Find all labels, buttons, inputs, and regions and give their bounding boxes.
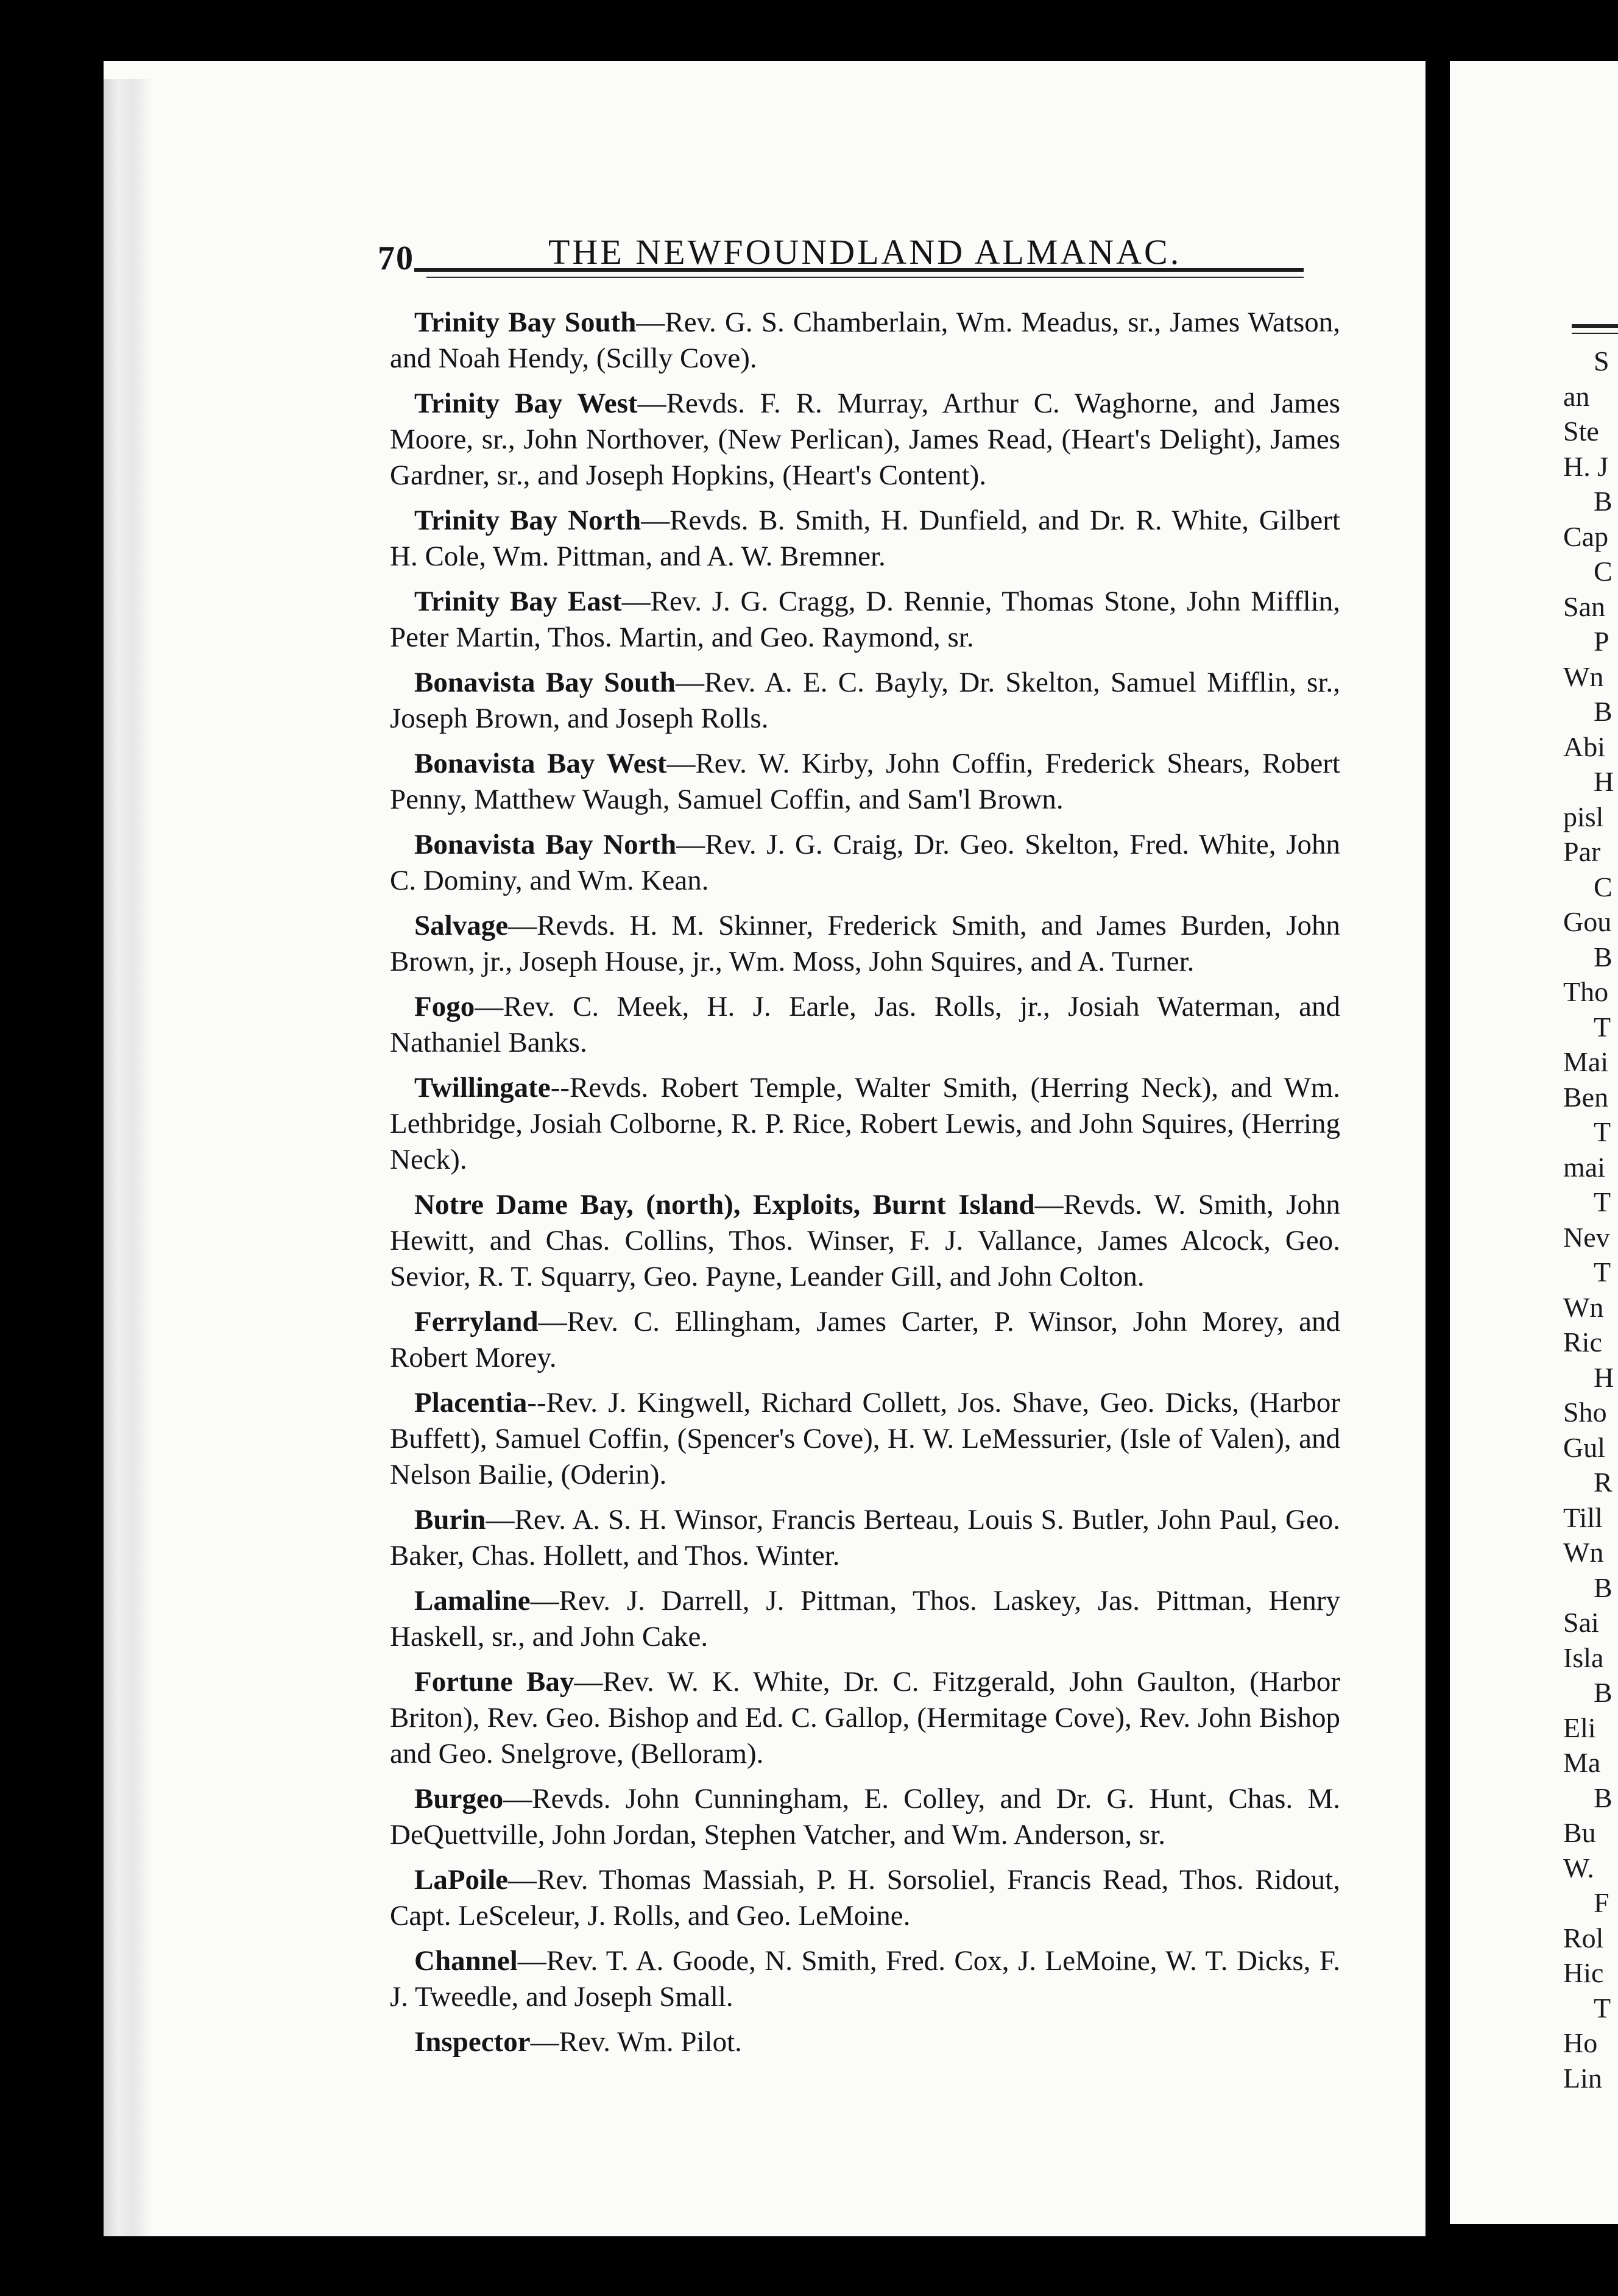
facing-page-line: T bbox=[1594, 1256, 1611, 1288]
entry-fortune-bay bbox=[390, 1664, 1340, 1772]
entry-text: —Rev. J. Darrell, J. Pittman, Thos. Laskey, Jas. Pittman, Henry Haskell, sr., and John Cake. bbox=[390, 1585, 1340, 1653]
facing-page-header-rule bbox=[1572, 324, 1618, 328]
facing-page-line: H. J bbox=[1563, 450, 1609, 482]
entry-place: LaPoile bbox=[414, 1864, 509, 1896]
entry-text: —Revds. F. R. Murray, Arthur C. Waghorne, and James Moore, sr., John Northover, (New Perlican), James Read, (Heart's Delight), James Gardner, sr., and Joseph Hopkins, (Heart's Content). bbox=[390, 388, 1340, 491]
facing-page-line: Bu bbox=[1563, 1817, 1596, 1848]
facing-page-line: H bbox=[1594, 1361, 1614, 1393]
entry-place: Twillingate bbox=[414, 1072, 551, 1104]
entry-place: Lamaline bbox=[414, 1585, 531, 1617]
entry-lapoile bbox=[390, 1862, 1340, 1934]
facing-page-line: F bbox=[1594, 1887, 1609, 1918]
facing-page-line: an bbox=[1563, 380, 1590, 412]
facing-page-line: Tho bbox=[1563, 976, 1609, 1007]
facing-page-line: Sai bbox=[1563, 1607, 1599, 1638]
entry-text: —Rev. Thomas Massiah, P. H. Sorsoliel, Francis Read, Thos. Ridout, Capt. LeSceleur, J. Rolls, and Geo. LeMoine. bbox=[390, 1864, 1340, 1932]
entry-text: —Rev. Wm. Pilot. bbox=[530, 2026, 742, 2058]
entry-place: Inspector bbox=[414, 2026, 531, 2058]
facing-page-line: Hic bbox=[1563, 1957, 1604, 1988]
facing-page-line: Ho bbox=[1563, 2027, 1598, 2058]
facing-page-line: Gou bbox=[1563, 906, 1612, 937]
facing-page-line: B bbox=[1594, 1677, 1613, 1708]
entry-bonavista-bay-south bbox=[390, 665, 1340, 737]
entry-place: Channel bbox=[414, 1945, 518, 1977]
header-rule-thin bbox=[426, 277, 1304, 278]
facing-page-line: mai bbox=[1563, 1151, 1605, 1183]
entry-salvage bbox=[390, 908, 1340, 980]
facing-page-line: San bbox=[1563, 590, 1605, 622]
facing-page-line: Par bbox=[1563, 836, 1601, 867]
entry-fogo bbox=[390, 989, 1340, 1061]
entries-list bbox=[390, 305, 1340, 2069]
entry-bonavista-bay-north bbox=[390, 827, 1340, 899]
entry-inspector bbox=[390, 2024, 1340, 2060]
facing-page-line: pisl bbox=[1563, 801, 1604, 832]
facing-page-line: W. bbox=[1563, 1852, 1594, 1883]
entry-place: Bonavista Bay North bbox=[414, 829, 677, 860]
entry-trinity-bay-north bbox=[390, 503, 1340, 575]
facing-page-line: C bbox=[1594, 556, 1613, 587]
entry-place: Fogo bbox=[414, 991, 475, 1022]
entry-burin bbox=[390, 1502, 1340, 1574]
entry-text: --Rev. J. Kingwell, Richard Collett, Jos. Shave, Geo. Dicks, (Harbor Buffett), Samuel Coffin, (Spencer's Cove), H. W. LeMessurier, (Isle of Valen), and Nelson Bailie, (Oderin). bbox=[390, 1387, 1340, 1490]
entry-place: Trinity Bay West bbox=[414, 388, 638, 419]
entry-text: —Rev. W. K. White, Dr. C. Fitzgerald, John Gaulton, (Harbor Briton), Rev. Geo. Bishop and Ed. C. Gallop, (Hermitage Cove), Rev. John Bishop and Geo. Snelgrove, (Belloram). bbox=[390, 1666, 1340, 1770]
facing-page-line: B bbox=[1594, 941, 1613, 973]
facing-page-line: B bbox=[1594, 1782, 1613, 1813]
facing-page-line: T bbox=[1594, 1116, 1611, 1147]
entry-text: —Rev. C. Ellingham, James Carter, P. Winsor, John Morey, and Robert Morey. bbox=[390, 1306, 1340, 1373]
entry-channel bbox=[390, 1943, 1340, 2015]
facing-page-line: Ste bbox=[1563, 416, 1599, 447]
facing-page-line: Cap bbox=[1563, 520, 1609, 552]
entry-trinity-bay-south bbox=[390, 305, 1340, 377]
entry-text: —Rev. A. E. C. Bayly, Dr. Skelton, Samuel Mifflin, sr., Joseph Brown, and Joseph Rolls. bbox=[390, 667, 1341, 734]
entry-place: Bonavista Bay South bbox=[414, 667, 676, 698]
facing-page-line: T bbox=[1594, 1011, 1611, 1043]
facing-page-fragment bbox=[1450, 61, 1618, 2224]
entry-text: —Revds. W. Smith, John Hewitt, and Chas. Collins, Thos. Winser, F. J. Vallance, James Alcock, Geo. Sevior, R. T. Squarry, Geo. Payne, Leander Gill, and John Colton. bbox=[390, 1189, 1340, 1292]
entry-place: Salvage bbox=[414, 910, 509, 941]
entry-twillingate bbox=[390, 1070, 1340, 1178]
facing-page-line: H bbox=[1594, 766, 1614, 797]
entry-bonavista-bay-west bbox=[390, 746, 1340, 818]
facing-page-line: T bbox=[1594, 1992, 1611, 2024]
entry-trinity-bay-east bbox=[390, 584, 1340, 656]
facing-page-header-rule-thin bbox=[1572, 333, 1618, 334]
facing-page-line: P bbox=[1594, 626, 1609, 657]
entry-place: Ferryland bbox=[414, 1306, 539, 1338]
entry-placentia bbox=[390, 1385, 1340, 1493]
facing-page-line: Wn bbox=[1563, 1537, 1604, 1568]
facing-page-line: Sho bbox=[1563, 1397, 1607, 1428]
page-edge-shadow bbox=[104, 79, 152, 2236]
facing-page-line: Eli bbox=[1563, 1712, 1596, 1743]
entry-place: Fortune Bay bbox=[414, 1666, 574, 1698]
entry-text: —Revds. B. Smith, H. Dunfield, and Dr. R. White, Gilbert H. Cole, Wm. Pittman, and A. W. Bremner. bbox=[390, 505, 1340, 572]
facing-page-line: Isla bbox=[1563, 1642, 1604, 1673]
entry-lamaline bbox=[390, 1583, 1340, 1655]
entry-text: —Rev. W. Kirby, John Coffin, Frederick Shears, Robert Penny, Matthew Waugh, Samuel Coffin, and Sam'l Brown. bbox=[390, 748, 1340, 815]
entry-notre-dame-bay bbox=[390, 1187, 1340, 1295]
entry-place: Trinity Bay South bbox=[414, 306, 637, 338]
entry-place: Burgeo bbox=[414, 1783, 504, 1815]
entry-place: Burin bbox=[414, 1504, 486, 1536]
facing-page-line: Mai bbox=[1563, 1046, 1609, 1077]
facing-page-line: Ma bbox=[1563, 1747, 1601, 1778]
page-number: 70 bbox=[378, 239, 414, 277]
facing-page-line: R bbox=[1594, 1467, 1613, 1498]
header-rule bbox=[414, 268, 1304, 272]
entry-text: —Rev. J. G. Craig, Dr. Geo. Skelton, Fred. White, John C. Dominy, and Wm. Kean. bbox=[390, 829, 1340, 896]
entry-text: —Rev. A. S. H. Winsor, Francis Berteau, Louis S. Butler, John Paul, Geo. Baker, Chas. Hollett, and Thos. Winter. bbox=[390, 1504, 1340, 1571]
facing-page-line: Wn bbox=[1563, 661, 1604, 692]
facing-page-line: Ric bbox=[1563, 1327, 1602, 1358]
facing-page-line: Rol bbox=[1563, 1922, 1604, 1954]
entry-text: —Rev. T. A. Goode, N. Smith, Fred. Cox, J. LeMoine, W. T. Dicks, F. J. Tweedle, and Joseph Small. bbox=[390, 1945, 1340, 2013]
facing-page-line: Lin bbox=[1563, 2062, 1602, 2094]
facing-page-line: Abi bbox=[1563, 731, 1605, 762]
entry-trinity-bay-west bbox=[390, 386, 1340, 494]
facing-page-line: B bbox=[1594, 486, 1613, 517]
facing-page-line: Ben bbox=[1563, 1081, 1609, 1113]
facing-page-line: Gul bbox=[1563, 1431, 1605, 1463]
running-title: THE NEWFOUNDLAND ALMANAC. bbox=[548, 232, 1182, 272]
entry-place: Placentia bbox=[414, 1387, 528, 1419]
facing-page-line: B bbox=[1594, 1571, 1613, 1603]
facing-page-line: C bbox=[1594, 871, 1613, 902]
facing-page-line: Nev bbox=[1563, 1221, 1610, 1253]
facing-page-line: T bbox=[1594, 1186, 1611, 1217]
entry-text: —Rev. G. S. Chamberlain, Wm. Meadus, sr., James Watson, and Noah Hendy, (Scilly Cove). bbox=[390, 306, 1341, 374]
entry-text: —Revds. H. M. Skinner, Frederick Smith, and James Burden, John Brown, jr., Joseph House, jr., Wm. Moss, John Squires, and A. Turner. bbox=[390, 910, 1340, 977]
entry-place: Notre Dame Bay, (north), Exploits, Burnt Island bbox=[414, 1189, 1035, 1221]
entry-text: —Revds. John Cunningham, E. Colley, and Dr. G. Hunt, Chas. M. DeQuettville, John Jordan, Stephen Vatcher, and Wm. Anderson, sr. bbox=[390, 1783, 1340, 1851]
entry-place: Bonavista Bay West bbox=[414, 748, 667, 779]
entry-ferryland bbox=[390, 1304, 1340, 1376]
facing-page-line: Wn bbox=[1563, 1291, 1604, 1323]
entry-place: Trinity Bay North bbox=[414, 505, 641, 536]
entry-burgeo bbox=[390, 1781, 1340, 1853]
facing-page-line: S bbox=[1594, 345, 1609, 377]
entry-place: Trinity Bay East bbox=[414, 586, 622, 617]
entry-text: —Rev. C. Meek, H. J. Earle, Jas. Rolls, jr., Josiah Waterman, and Nathaniel Banks. bbox=[390, 991, 1340, 1058]
facing-page-line: Till bbox=[1563, 1501, 1603, 1533]
facing-page-line: B bbox=[1594, 696, 1613, 727]
entry-text: —Rev. J. G. Cragg, D. Rennie, Thomas Stone, John Mifflin, Peter Martin, Thos. Martin, and Geo. Raymond, sr. bbox=[390, 586, 1340, 653]
entry-text: --Revds. Robert Temple, Walter Smith, (Herring Neck), and Wm. Lethbridge, Josiah Colborne, R. P. Rice, Robert Lewis, and John Squires, (Herring Neck). bbox=[390, 1072, 1340, 1175]
